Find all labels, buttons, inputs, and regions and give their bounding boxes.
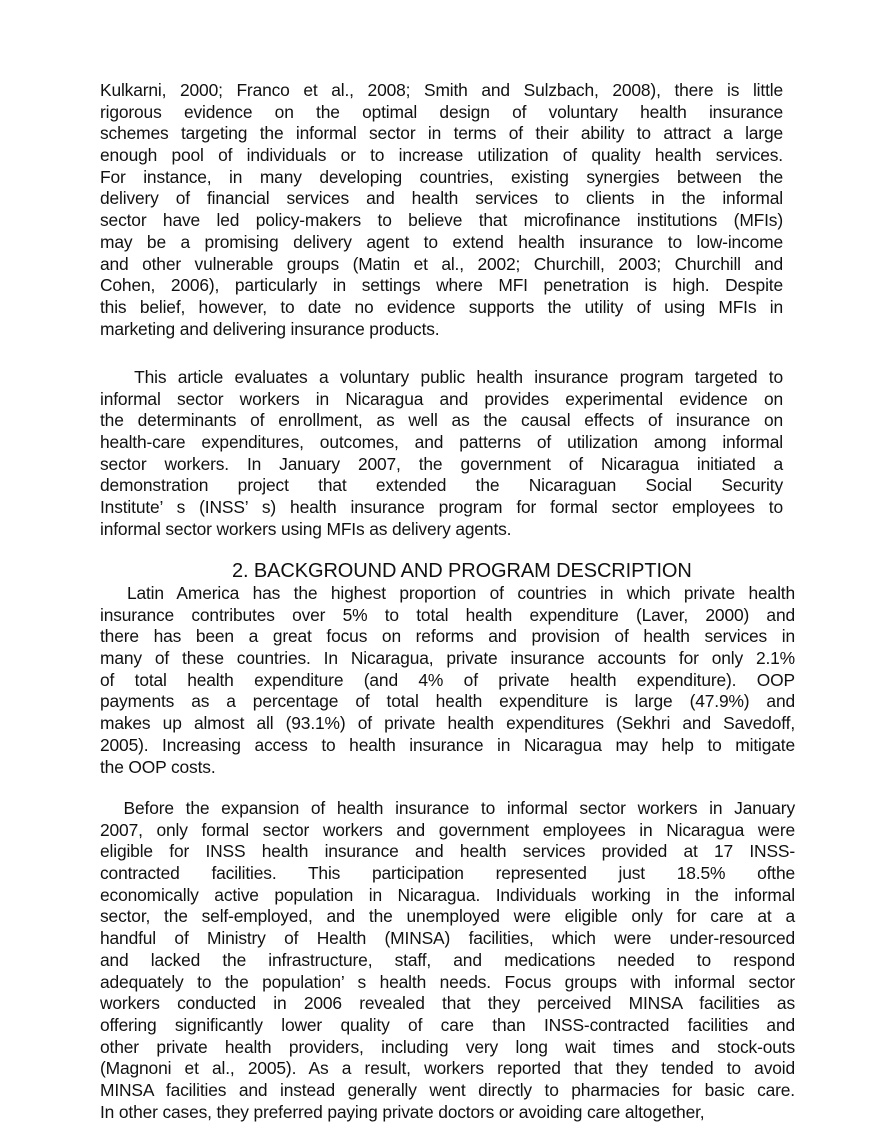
text-line: 2005). Increasing access to health insurance in Nicaragua may help to mitigate bbox=[100, 734, 795, 755]
text-line: marketing and delivering insurance products. bbox=[100, 318, 440, 339]
text-line: schemes targeting the informal sector in terms of their ability to attract a large bbox=[100, 123, 783, 144]
text-line: MINSA facilities and instead generally went directly to pharmacies for basic care. bbox=[100, 1079, 795, 1100]
text-line: makes up almost all (93.1%) of private health expenditures (Sekhri and Savedoff, bbox=[100, 713, 795, 734]
text-line: Kulkarni, 2000; Franco et al., 2008; Smith and Sulzbach, 2008), there is little bbox=[100, 80, 783, 100]
text-line: sector have led policy-makers to believe that microfinance institutions (MFIs) bbox=[100, 210, 783, 231]
text-line: delivery of financial services and health services to clients in the informal bbox=[100, 188, 783, 209]
text-line: Latin America has the highest proportion of countries in which private health bbox=[100, 583, 795, 603]
text-line: 2007, only formal sector workers and government employees in Nicaragua were bbox=[100, 819, 795, 840]
paragraph-intro-continuation bbox=[100, 80, 783, 340]
text-line: economically active population in Nicaragua. Individuals working in the informal bbox=[100, 884, 795, 905]
text-line: of total health expenditure (and 4% of private health expenditure). OOP bbox=[100, 669, 795, 690]
text-line: contracted facilities. This participation represented just 18.5% ofthe bbox=[100, 863, 795, 884]
paragraph-article-overview bbox=[100, 367, 783, 541]
text-line: offering significantly lower quality of care than INSS-contracted facilities and bbox=[100, 1014, 795, 1035]
text-line: insurance contributes over 5% to total health expenditure (Laver, 2000) and bbox=[100, 604, 795, 625]
text-line: adequately to the population’ s health needs. Focus groups with informal sector bbox=[100, 971, 795, 992]
text-line: many of these countries. In Nicaragua, private insurance accounts for only 2.1% bbox=[100, 648, 795, 669]
text-line: informal sector workers using MFIs as delivery agents. bbox=[100, 518, 512, 539]
text-line: health-care expenditures, outcomes, and patterns of utilization among informal bbox=[100, 432, 783, 453]
text-line: Institute’ s (INSS’ s) health insurance program for formal sector employees to bbox=[100, 497, 783, 518]
text-line: the determinants of enrollment, as well as the causal effects of insurance on bbox=[100, 410, 783, 431]
text-line: sector, the self-employed, and the unemployed were eligible only for care at a bbox=[100, 906, 795, 927]
text-line: handful of Ministry of Health (MINSA) facilities, which were under-resourced bbox=[100, 928, 795, 949]
text-line: other private health providers, including very long wait times and stock-outs bbox=[100, 1036, 795, 1057]
text-line: enough pool of individuals or to increase utilization of quality health services. bbox=[100, 145, 783, 166]
text-line: payments as a percentage of total health expenditure is large (47.9%) and bbox=[100, 691, 795, 712]
text-line: and other vulnerable groups (Matin et al., 2002; Churchill, 2003; Churchill and bbox=[100, 253, 783, 274]
text-line: rigorous evidence on the optimal design of voluntary health insurance bbox=[100, 101, 783, 122]
text-line: may be a promising delivery agent to extend health insurance to low-income bbox=[100, 231, 783, 252]
text-line: Cohen, 2006), particularly in settings where MFI penetration is high. Despite bbox=[100, 275, 783, 296]
text-line: there has been a great focus on reforms and provision of health services in bbox=[100, 626, 795, 647]
text-line: this belief, however, to date no evidence supports the utility of using MFIs in bbox=[100, 296, 783, 317]
text-line: informal sector workers in Nicaragua and provides experimental evidence on bbox=[100, 388, 783, 409]
paragraph-latin-america-context bbox=[100, 583, 795, 778]
text-line: (Magnoni et al., 2005). As a result, workers reported that they tended to avoid bbox=[100, 1058, 795, 1079]
text-line: eligible for INSS health insurance and health services provided at 17 INSS- bbox=[100, 841, 795, 862]
text-line: demonstration project that extended the Nicaraguan Social Security bbox=[100, 475, 783, 496]
paragraph-pre-expansion-background bbox=[100, 798, 795, 1123]
text-line: and lacked the infrastructure, staff, and medications needed to respond bbox=[100, 949, 795, 970]
text-line: In other cases, they preferred paying private doctors or avoiding care altogether, bbox=[100, 1101, 705, 1122]
section-heading: 2. BACKGROUND AND PROGRAM DESCRIPTION bbox=[232, 560, 692, 582]
text-line: For instance, in many developing countries, existing synergies between the bbox=[100, 166, 783, 187]
text-line: Before the expansion of health insurance to informal sector workers in January bbox=[100, 798, 795, 818]
text-line: workers conducted in 2006 revealed that they perceived MINSA facilities as bbox=[100, 993, 795, 1014]
text-line: the OOP costs. bbox=[100, 756, 216, 777]
text-line: This article evaluates a voluntary public health insurance program targeted to bbox=[100, 367, 783, 387]
text-line: sector workers. In January 2007, the government of Nicaragua initiated a bbox=[100, 453, 783, 474]
